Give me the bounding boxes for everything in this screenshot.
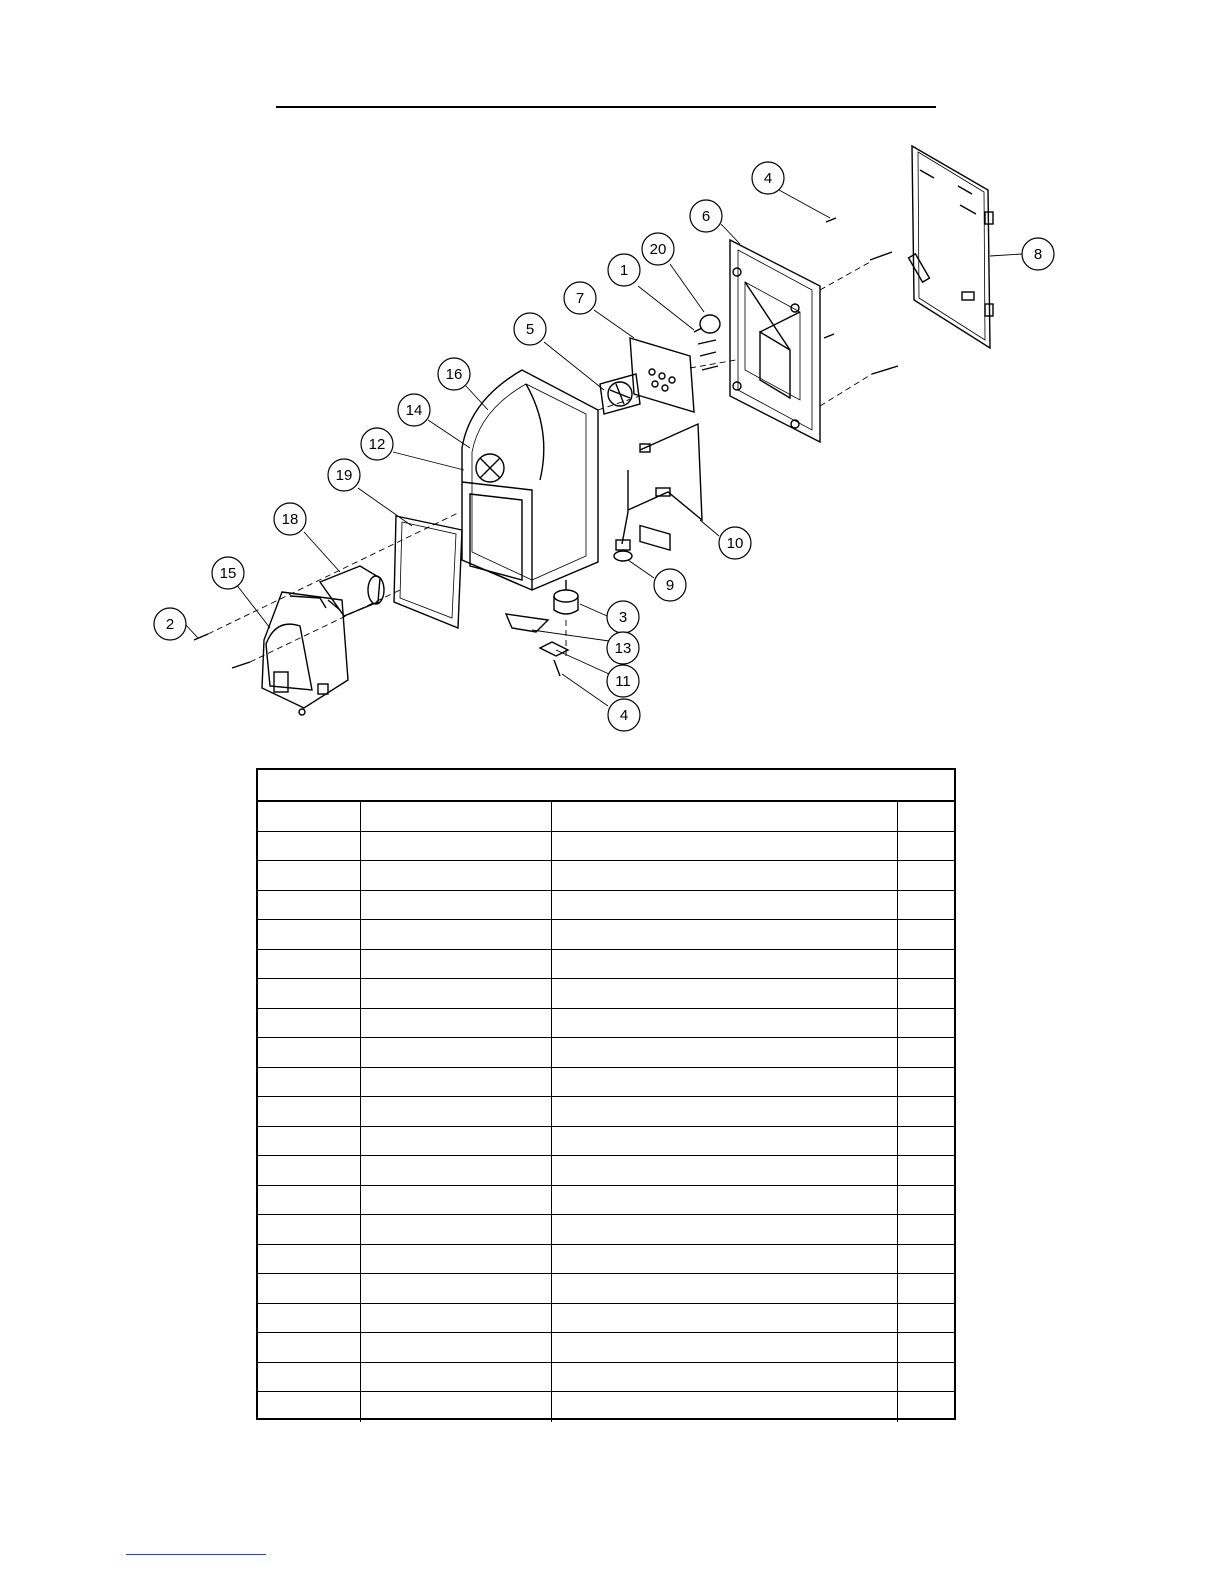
table-cell [552, 1009, 898, 1038]
table-cell [361, 1304, 552, 1333]
table-cell [552, 1392, 898, 1422]
table-row [258, 861, 954, 891]
table-row [258, 1274, 954, 1304]
table-row [258, 920, 954, 950]
table-cell [552, 1186, 898, 1215]
table-cell [258, 1186, 361, 1215]
main-housing-part [462, 370, 598, 590]
svg-text:13: 13 [614, 640, 632, 657]
table-row [258, 1215, 954, 1245]
table-cell [361, 1127, 552, 1156]
svg-text:18: 18 [281, 511, 299, 528]
callout-2 [154, 608, 186, 640]
table-cell [258, 1215, 361, 1244]
label-part [506, 614, 548, 632]
callout-16 [438, 358, 470, 390]
table-cell [361, 1245, 552, 1274]
svg-text:6: 6 [701, 208, 711, 225]
table-cell [361, 920, 552, 949]
svg-text:5: 5 [525, 321, 535, 338]
table-cell [898, 891, 954, 920]
table-cell [361, 1038, 552, 1067]
table-row [258, 1097, 954, 1127]
table-cell [361, 832, 552, 861]
callout-11 [607, 665, 639, 697]
callout-9 [654, 569, 686, 601]
table-row [258, 1009, 954, 1039]
table-row [258, 1245, 954, 1275]
pump-head-part [262, 592, 348, 715]
table-cell [898, 920, 954, 949]
table-cell [552, 891, 898, 920]
table-cell [258, 891, 361, 920]
table-cell [552, 920, 898, 949]
svg-text:4: 4 [619, 707, 629, 724]
table-cell [898, 1245, 954, 1274]
table-row [258, 1156, 954, 1186]
table-cell [898, 1304, 954, 1333]
svg-text:7: 7 [575, 290, 585, 307]
callout-4-top [752, 162, 784, 194]
table-cell [898, 832, 954, 861]
callout-8 [1022, 238, 1054, 270]
table-cell [258, 920, 361, 949]
leader-lines [185, 190, 1022, 706]
callout-7 [564, 282, 596, 314]
parts-table-title [258, 770, 954, 802]
table-cell [361, 1097, 552, 1126]
table-cell [361, 1215, 552, 1244]
table-cell [898, 1038, 954, 1067]
exploded-parts-diagram [0, 0, 1224, 760]
table-cell [361, 1009, 552, 1038]
table-cell [258, 1363, 361, 1392]
callout-14 [398, 394, 430, 426]
svg-text:16: 16 [445, 366, 463, 383]
wiring-harness-part [622, 424, 702, 544]
callout-10 [719, 527, 751, 559]
table-row [258, 1333, 954, 1363]
table-row [258, 891, 954, 921]
table-cell [898, 1215, 954, 1244]
table-cell [552, 832, 898, 861]
table-cell [361, 1333, 552, 1362]
table-cell [361, 1392, 552, 1422]
table-cell [361, 1186, 552, 1215]
callout-19 [328, 459, 360, 491]
table-cell [361, 891, 552, 920]
table-cell [552, 1245, 898, 1274]
parts-table-body [258, 802, 954, 1422]
table-row [258, 979, 954, 1009]
table-cell [898, 1009, 954, 1038]
table-cell [898, 1127, 954, 1156]
motor-part [320, 566, 384, 616]
svg-text:11: 11 [615, 673, 631, 690]
table-cell [258, 1245, 361, 1274]
parts-table-column-header [258, 802, 954, 832]
svg-text:9: 9 [665, 577, 675, 594]
table-cell [258, 1097, 361, 1126]
callout-13 [607, 632, 639, 664]
table-cell [258, 1333, 361, 1362]
table-row [258, 1363, 954, 1393]
svg-text:3: 3 [618, 609, 628, 626]
column-header [361, 802, 552, 831]
table-cell [361, 1274, 552, 1303]
table-cell [898, 1186, 954, 1215]
callout-15 [212, 557, 244, 589]
callout-6 [690, 200, 722, 232]
table-cell [361, 979, 552, 1008]
table-cell [552, 1333, 898, 1362]
rear-housing-part [730, 240, 820, 442]
callout-3 [607, 601, 639, 633]
table-cell [258, 1009, 361, 1038]
table-cell [898, 1274, 954, 1303]
table-cell [361, 1068, 552, 1097]
table-row [258, 1186, 954, 1216]
svg-text:10: 10 [726, 535, 744, 552]
callout-20 [642, 233, 674, 265]
table-cell [258, 1156, 361, 1185]
column-header [258, 802, 361, 831]
svg-text:14: 14 [405, 402, 423, 419]
table-cell [361, 1156, 552, 1185]
table-row [258, 1392, 954, 1422]
table-cell [898, 861, 954, 890]
table-cell [258, 1392, 361, 1422]
table-cell [898, 1392, 954, 1422]
table-cell [258, 1038, 361, 1067]
table-cell [552, 1274, 898, 1303]
table-cell [898, 1068, 954, 1097]
table-row [258, 950, 954, 980]
gasket-part [394, 516, 462, 628]
table-cell [258, 861, 361, 890]
table-cell [898, 1097, 954, 1126]
parts-table [256, 768, 956, 1420]
ferrule-part [554, 580, 578, 614]
table-cell [258, 1127, 361, 1156]
svg-text:1: 1 [619, 262, 629, 279]
table-cell [898, 979, 954, 1008]
table-cell [898, 950, 954, 979]
table-cell [552, 1215, 898, 1244]
table-row [258, 1304, 954, 1334]
table-cell [361, 1363, 552, 1392]
svg-text:2: 2 [165, 616, 175, 633]
table-cell [898, 1333, 954, 1362]
callout-4-bottom [608, 699, 640, 731]
table-cell [552, 1068, 898, 1097]
callout-1 [608, 254, 640, 286]
table-cell [258, 1068, 361, 1097]
table-cell [552, 1038, 898, 1067]
battery-part [700, 315, 720, 333]
column-header [898, 802, 954, 831]
table-cell [552, 861, 898, 890]
table-cell [258, 979, 361, 1008]
table-row [258, 832, 954, 862]
table-row [258, 1038, 954, 1068]
svg-text:15: 15 [219, 565, 237, 582]
table-cell [898, 1156, 954, 1185]
back-plate-part [909, 146, 993, 348]
table-cell [258, 950, 361, 979]
table-cell [552, 1304, 898, 1333]
table-cell [258, 1304, 361, 1333]
callout-5 [514, 313, 546, 345]
table-cell [552, 1156, 898, 1185]
callout-18 [274, 503, 306, 535]
sensor-part [614, 540, 632, 561]
svg-text:8: 8 [1033, 246, 1043, 263]
svg-text:19: 19 [335, 467, 353, 484]
table-cell [898, 1363, 954, 1392]
table-cell [258, 1274, 361, 1303]
column-header [552, 802, 898, 831]
table-cell [552, 979, 898, 1008]
callout-12 [361, 428, 393, 460]
svg-text:12: 12 [368, 436, 386, 453]
svg-text:20: 20 [649, 241, 667, 258]
table-row [258, 1127, 954, 1157]
footer-link-underline[interactable] [126, 1554, 266, 1555]
table-cell [361, 861, 552, 890]
table-cell [552, 1127, 898, 1156]
table-cell [552, 950, 898, 979]
table-cell [361, 950, 552, 979]
table-row [258, 1068, 954, 1098]
table-cell [552, 1363, 898, 1392]
table-cell [258, 832, 361, 861]
screws [194, 218, 898, 676]
svg-text:4: 4 [763, 170, 773, 187]
table-cell [552, 1097, 898, 1126]
